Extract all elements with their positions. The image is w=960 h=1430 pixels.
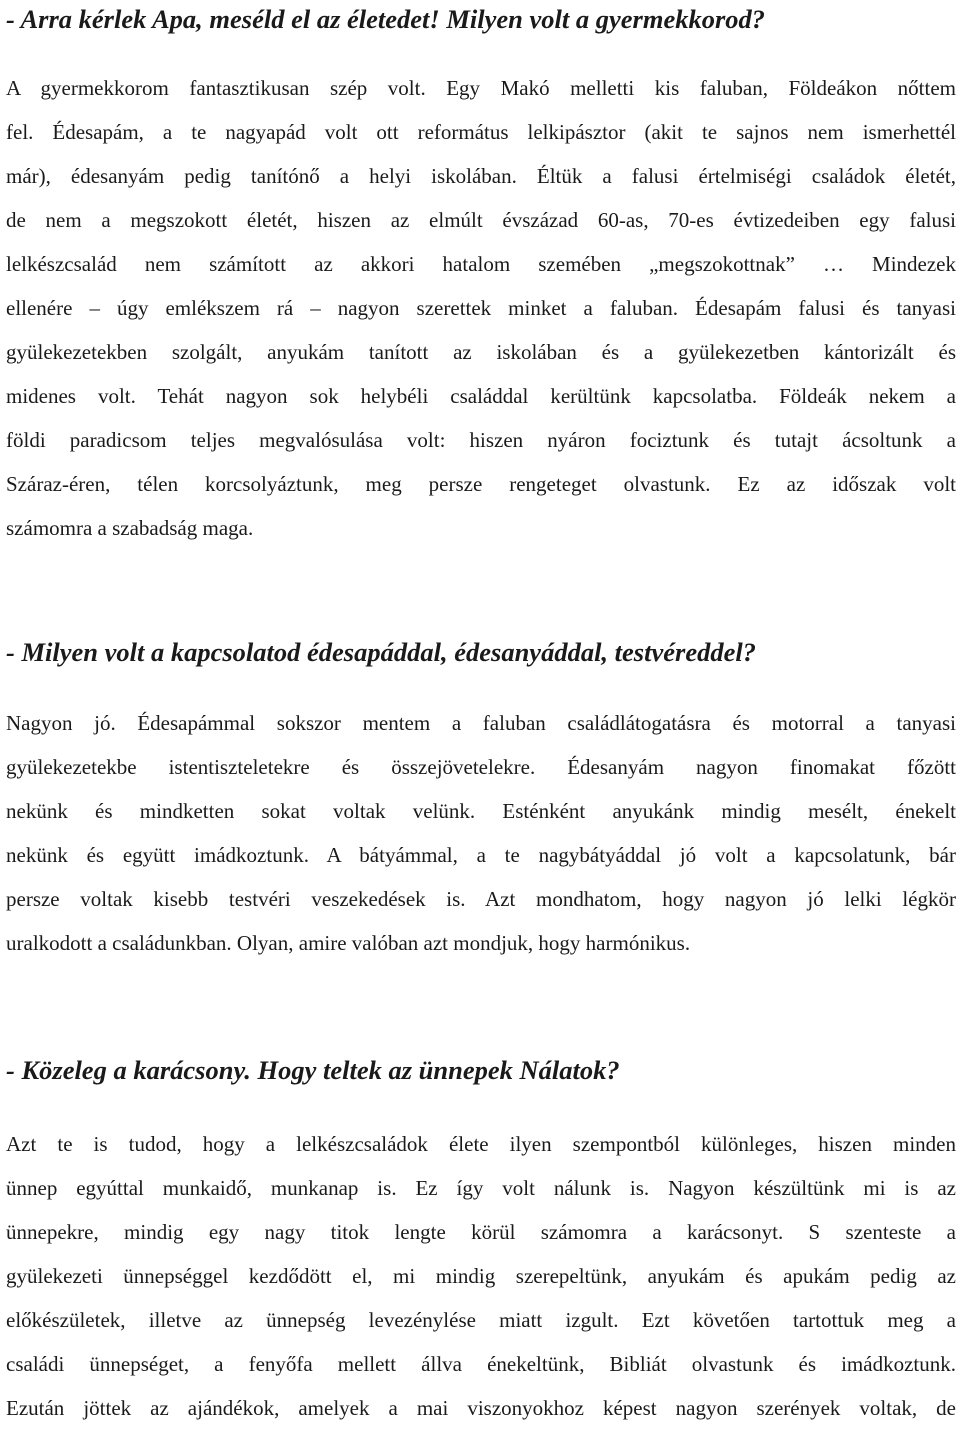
text-line: már), édesanyám pedig tanítónő a helyi iskolában. Éltük a falusi értelmiségi családok életét, [6, 164, 956, 188]
text-line: családi ünnepséget, a fenyőfa mellett állva énekeltünk, Bibliát olvastunk és imádkoztunk. [6, 1352, 956, 1376]
text-line: számomra a szabadság maga. [6, 516, 254, 540]
text-line: Nagyon jó. Édesapámmal sokszor mentem a faluban családlátogatásra és motorral a tanyasi [6, 711, 956, 735]
text-line: Száraz-éren, télen korcsolyáztunk, meg persze rengeteget olvastunk. Ez az időszak volt [6, 472, 956, 496]
text-line: A gyermekkorom fantasztikusan szép volt. Egy Makó melletti kis faluban, Földeákon nőttem [6, 76, 956, 100]
text-line: de nem a megszokott életét, hiszen az elmúlt évszázad 60-as, 70-es évtizedeiben egy falusi [6, 208, 956, 232]
text-line: előkészületek, illetve az ünnepség levezénylése miatt izgult. Ezt követően tartottuk meg a [6, 1308, 956, 1332]
text-line: nekünk és mindketten sokat voltak velünk. Esténként anyukánk mindig mesélt, énekelt [6, 799, 956, 823]
text-line: ünnep egyúttal munkaidő, munkanap is. Ez így volt nálunk is. Nagyon készültünk mi is az [6, 1176, 956, 1200]
text-line: lelkészcsalád nem számított az akkori hatalom szemében „megszokottnak” … Mindezek [6, 252, 956, 276]
text-line: gyülekezetekbe istentiszteletekre és összejövetelekre. Édesanyám nagyon finomakat főzött [6, 755, 956, 779]
text-line: földi paradicsom teljes megvalósulása volt: hiszen nyáron fociztunk és tutajt ácsoltunk a [6, 428, 956, 452]
text-line: uralkodott a családunkban. Olyan, amire valóban azt mondjuk, hogy harmónikus. [6, 931, 691, 955]
answer-paragraph-christmas [6, 1122, 956, 1430]
text-line: fel. Édesapám, a te nagyapád volt ott református lelkipásztor (akit te sajnos nem ismerhettél [6, 120, 956, 144]
text-line: gyülekezeti ünnepséggel kezdődött el, mi mindig szerepeltünk, anyukám és apukám pedig az [6, 1264, 956, 1288]
text-line: nekünk és együtt imádkoztunk. A bátyámmal, a te nagybátyáddal jó volt a kapcsolatunk, bár [6, 843, 956, 867]
text-line: midenes volt. Tehát nagyon sok helybéli családdal kerültünk kapcsolatba. Földeák nekem a [6, 384, 956, 408]
answer-paragraph-childhood [6, 66, 956, 550]
question-heading-christmas: - Közeleg a karácsony. Hogy teltek az ünnepek Nálatok? [6, 1055, 620, 1085]
text-line: gyülekezetekben szolgált, anyukám tanított az iskolában és a gyülekezetben kántorizált és [6, 340, 956, 364]
question-heading-childhood: - Arra kérlek Apa, meséld el az életedet! Milyen volt a gyermekkorod? [6, 4, 766, 34]
text-line: persze voltak kisebb testvéri veszekedések is. Azt mondhatom, hogy nagyon jó lelki légkör [6, 887, 956, 911]
text-line: ellenére – úgy emlékszem rá – nagyon szerettek minket a faluban. Édesapám falusi és tanyasi [6, 296, 956, 320]
answer-paragraph-relationships [6, 701, 956, 965]
question-heading-relationships: - Milyen volt a kapcsolatod édesapáddal, édesanyáddal, testvéreddel? [6, 637, 756, 667]
text-line: ünnepekre, mindig egy nagy titok lengte körül számomra a karácsonyt. S szenteste a [6, 1220, 956, 1244]
text-line: Azt te is tudod, hogy a lelkészcsaládok élete ilyen szempontból különleges, hiszen minden [6, 1132, 956, 1156]
text-line: Ezután jöttek az ajándékok, amelyek a mai viszonyokhoz képest nagyon szerények voltak, de [6, 1396, 956, 1420]
